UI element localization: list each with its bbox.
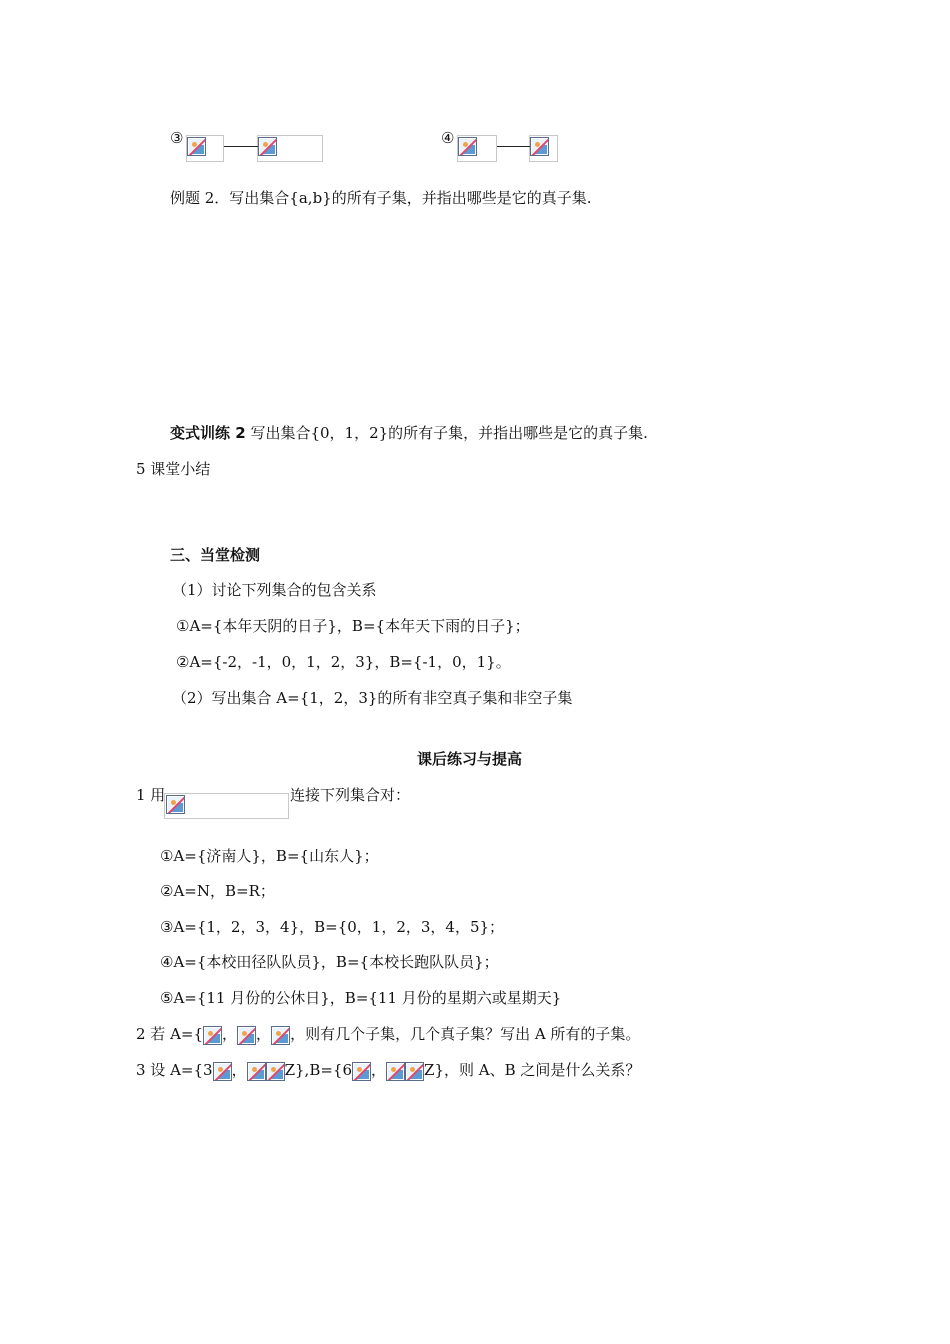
homework-p3-prefix: 3 设 A={3 (136, 1061, 213, 1079)
image-placeholder-icon (386, 1062, 405, 1081)
image-placeholder-icon (166, 795, 185, 814)
homework-p3-suffix: Z}，则 A、B 之间是什么关系？ (424, 1061, 641, 1079)
image-placeholder-icon (352, 1062, 371, 1081)
section-3-q1b: ②A={-2，-1，0，1，2，3}，B={-1，0，1}。 (176, 653, 511, 671)
homework-item-2: ②A=N，B=R； (160, 882, 275, 900)
figure-4-connector (497, 146, 530, 147)
homework-p1-prefix: 1 用 (136, 786, 166, 804)
homework-heading: 课后练习与提高 (417, 750, 523, 768)
image-placeholder-icon (187, 137, 206, 156)
image-placeholder-icon (247, 1062, 266, 1081)
image-placeholder-icon (530, 137, 549, 156)
section-3-q1a: ①A={本年天阴的日子}，B={本年天下雨的日子}； (176, 617, 530, 635)
homework-p2-prefix: 2 若 A={ (136, 1025, 204, 1043)
image-placeholder-icon (258, 137, 277, 156)
figure-3-connector (224, 146, 258, 147)
homework-p2-sep2: ， (256, 1025, 272, 1043)
class-summary-heading: 5 课堂小结 (136, 460, 211, 478)
homework-p3 (136, 1060, 640, 1081)
homework-p3-sep1: ， (231, 1061, 247, 1079)
homework-item-3: ③A={1，2，3，4}，B={0，1，2，3，4，5}； (160, 918, 505, 936)
example-2-text: 例题 2．写出集合{a,b}的所有子集，并指出哪些是它的真子集. (170, 189, 592, 207)
section-3-heading: 三、当堂检测 (170, 546, 261, 564)
image-placeholder-icon (237, 1026, 256, 1045)
image-placeholder-icon (271, 1026, 290, 1045)
figure-3-label: ③ (170, 129, 184, 147)
homework-p1-suffix: 连接下列集合对： (290, 786, 411, 804)
image-placeholder-icon (405, 1062, 424, 1081)
homework-p2 (136, 1024, 640, 1045)
homework-p3-sep2: ， (371, 1061, 387, 1079)
image-placeholder-icon (213, 1062, 232, 1081)
homework-item-5: ⑤A={11 月份的公休日}，B={11 月份的星期六或星期天} (160, 989, 562, 1007)
section-3-q2: （2）写出集合 A={1，2，3}的所有非空真子集和非空子集 (172, 689, 573, 707)
homework-p3-mid: Z},B={6 (284, 1061, 353, 1079)
homework-p2-suffix: ，则有几个子集，几个真子集？写出 A 所有的子集。 (290, 1025, 641, 1043)
variant-2-text: 写出集合{0，1，2}的所有子集，并指出哪些是它的真子集. (245, 424, 648, 442)
section-3-q1: （1）讨论下列集合的包含关系 (172, 581, 377, 599)
image-placeholder-icon (458, 137, 477, 156)
homework-item-4: ④A={本校田径队队员}，B={本校长跑队队员}； (160, 953, 499, 971)
homework-item-1: ①A={济南人}，B={山东人}； (160, 847, 379, 865)
variant-2 (170, 423, 648, 443)
image-placeholder-icon (203, 1026, 222, 1045)
figure-4-label: ④ (441, 129, 455, 147)
variant-2-label: 变式训练 2 (170, 424, 246, 442)
image-placeholder-icon (266, 1062, 285, 1081)
homework-p2-sep1: ， (222, 1025, 238, 1043)
